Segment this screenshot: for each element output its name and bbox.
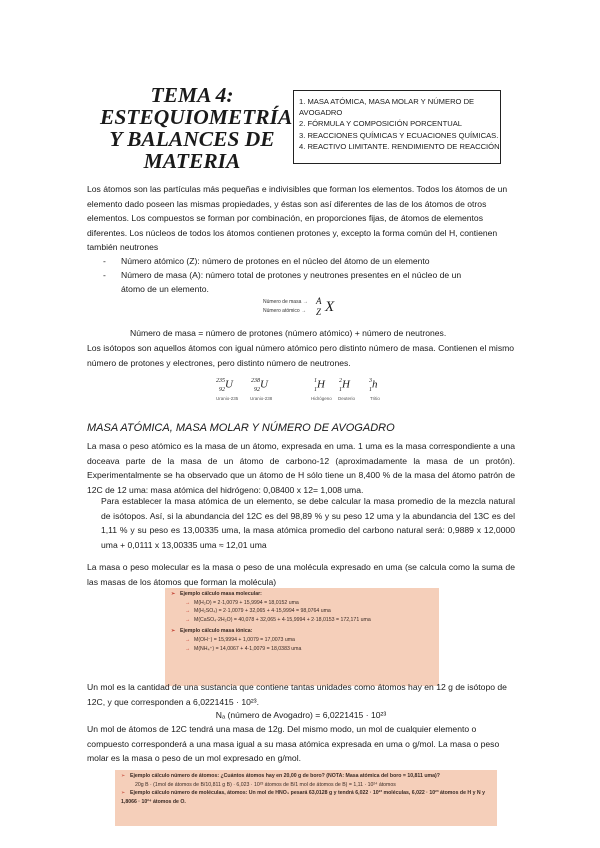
isotope-h1: 1 1H (314, 378, 325, 393)
example-heading: ➢ Ejemplo cálculo masa iónica: (171, 628, 253, 635)
example-line: → M(NH₄⁺) = 14,0067 + 4·1,0079 = 18,0383 uma (185, 645, 302, 652)
table-of-contents (293, 90, 501, 164)
toc-item: 3. REACCIONES QUÍMICAS Y ECUACIONES QUÍMICAS. (299, 130, 499, 140)
formula-label: Número atómico → (263, 308, 307, 314)
toc-item: 4. REACTIVO LIMITANTE. RENDIMIENTO DE REACCIÓN (299, 141, 500, 151)
title-line: Y BALANCES DE (109, 127, 275, 151)
title-line: ESTEQUIOMETRÍA (100, 105, 293, 129)
isotope-label: Uranio-238 (250, 396, 273, 401)
atomic-mass-paragraph: La masa o peso atómico es la masa de un átomo, expresada en uma. 1 uma es la masa correspondiente a una doceava parte de la masa de un átomo de carbono-12 (aproximadamente la masa de un protón). Experimentalmente se ha observado que un átomo de H sólo tiene un 8,400 % de la masa del átomo patrón de 12C de 12 uma: masa atómica del hidrógeno: 0,08400 x 12= 1,008 uma. (87, 441, 515, 495)
atomic-number-symbol: Z (316, 307, 322, 317)
document-title (100, 83, 293, 173)
isotope-u238: 238 92U (251, 378, 268, 393)
average-mass-paragraph: Para establecer la masa atómica de un elemento, se debe calcular la masa promedio de la mezcla natural de isótopos. Así, si la abundancia del 12C es del 98,89 % y su peso 12 uma y la abundancia del 13C es del 1,11 % y su peso es 13,00335 uma, la masa atómica promedio del carbono natural será: 0,9889 x 12,0000 uma + 0,0111 x 13,00335 uma ≈ 12,01 uma (101, 496, 515, 550)
intro-paragraph: Los átomos son las partículas más pequeñas e indivisibles que forman los elementos. Todos los átomos de un elemento dado poseen las mismas propiedades, y éstas son así diferentes de las de los átomos de otros elementos. Los compuestos se forman por combinación, en proporciones fijas, de átomos de elementos diferentes. Los núcleos de todos los átomos contienen protones y, excepto la forma común del H, contienen también neutrones (87, 184, 508, 252)
toc-item: 1. MASA ATÓMICA, MASA MOLAR Y NÚMERO DE (299, 97, 475, 106)
isotope-label: Deuterio (338, 396, 356, 401)
mass-number-definition: Número de masa = número de protones (número atómico) + número de neutrones. (130, 328, 447, 338)
isotope-label: Tritio (370, 396, 380, 401)
bullet-mass-number-cont: átomo de un elemento. (121, 284, 209, 294)
title-line: TEMA 4: (150, 83, 234, 107)
title-line: MATERIA (143, 149, 241, 173)
toc-item: AVOGADRO (299, 108, 343, 118)
example-line: → M(H₂SO₄) = 2·1,0079 + 32,065 + 4·15,9994 = 98,0764 uma (185, 608, 331, 615)
isotopes-paragraph: Los isótopos son aquellos átomos con igual número atómico pero distinto número de masa. Contienen el mismo número de protones y electrones, pero distinto número de neutrones. (87, 343, 515, 368)
mole-paragraph: Un mol es la cantidad de una sustancia que contiene tantas unidades como átomos hay en 12 g de isótopo de 12C, y que corresponden a 6,0221415 · 10²³. (87, 682, 507, 707)
example-line: → M(OH⁻) = 15,9994 + 1,0079 = 17,0073 uma (185, 636, 295, 643)
molar-mass-paragraph: Un mol de átomos de 12C tendrá una masa de 12g. Del mismo modo, un mol de cualquier elemento o compuesto corresponderá a una masa igual a su masa atómica expresada en uma o g/mol. La masa o peso molar es la masa o peso de un mol expresado en g/mol. (87, 724, 500, 763)
avogadro-number: Nₐ (número de Avogadro) = 6,0221415 · 10²³ (215, 710, 387, 720)
isotope-h2: 2 1H (339, 378, 350, 393)
bullet-text: Número de masa (A): número total de protones y neutrones presentes en el núcleo de un (121, 270, 462, 280)
element-symbol: X (325, 299, 335, 315)
formula-label: Número de masa → (263, 299, 308, 305)
example-heading: ➢ Ejemplo cálculo masa molecular: (171, 591, 262, 597)
isotope-h3: 3 1h (369, 378, 378, 393)
example-line: 20g B · (1mol de átomos de B/10,811 g B) · 6,023 · 10²³ átomos de B/1 mol de átomos de B) = 1,11 · 10²⁴ átomos (135, 781, 396, 788)
molecular-mass-paragraph: La masa o peso molecular es la masa o peso de una molécula expresado en uma (se calcula como la suma de las masas de los átomos que forman la molécula) (87, 562, 515, 587)
bullet-atomic-number: - Número atómico (Z): número de protones en el núcleo del átomo de un elemento (103, 256, 430, 266)
isotope-u235: 235 92U (216, 378, 233, 393)
isotope-label: Hidrógeno (311, 396, 332, 401)
section-heading: MASA ATÓMICA, MASA MOLAR Y NÚMERO DE AVOGADRO (87, 422, 395, 434)
bullet-text: Número atómico (Z): número de protones en el núcleo del átomo de un elemento (121, 256, 430, 266)
example-line: → M(H₂O) = 2·1,0079 + 15,9994 = 18,0152 uma (185, 599, 299, 606)
mass-number-symbol: A (316, 296, 322, 306)
example-line: → M(CaSO₄·2H₂O) = 40,078 + 32,065 + 4·15,9994 + 2·18,0153 = 172,171 uma (185, 616, 371, 623)
molecular-mass-example-box (165, 588, 439, 686)
isotope-label: Uranio-235 (216, 396, 239, 401)
example-heading: ➢ Ejemplo cálculo número de átomos: ¿Cuántos átomos hay en 20,00 g de boro? (NOTA: Masa atómica del boro = 10,811 uma)? (121, 773, 440, 779)
toc-item: 2. FÓRMULA Y COMPOSICIÓN PORCENTUAL (299, 119, 463, 129)
nuclide-notation-labels (263, 298, 308, 316)
atom-count-example-box (115, 770, 497, 826)
example-heading: ➢ Ejemplo cálculo número de moléculas, átomos: Un mol de HNO₃ pesará 63,0128 g y tendrá 6,022 · 10²³ moléculas, 6,022 · 10²³ átomos de H y N y 1,8066 · 10²⁴ átomos de O. (121, 790, 485, 805)
bullet-mass-number: - Número de masa (A): número total de protones y neutrones presentes en el núcleo de un (103, 270, 462, 280)
